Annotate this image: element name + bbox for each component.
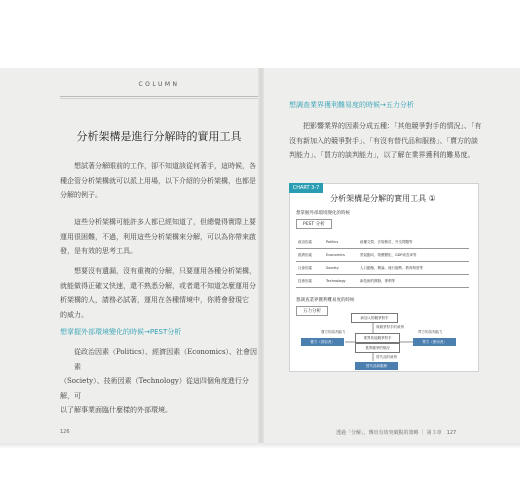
pest-label: PEST 分析 <box>296 219 332 229</box>
text-line: 發，是有效的思考工具。 <box>60 247 137 255</box>
pest-english: Economics <box>324 249 358 262</box>
text-line: 判能力」、「買方的談判能力」，以了解在業界獲利的難易度。 <box>289 151 475 159</box>
rivalry-box: 業界競爭的情況 <box>355 343 400 353</box>
pest-examples: 政權交替、法規修訂、外交問題等 <box>358 236 469 249</box>
pest-english: Technology <box>324 275 358 288</box>
text-line: （Society）、技術因素（Technology）從這四個角度進行分解，可 <box>60 377 249 400</box>
text-line: 把影響業界的因素分成五種：「其他競爭對手的情況」、「有 <box>303 122 482 130</box>
page-title: 分析架構是進行分解時的實用工具 <box>76 130 242 143</box>
text-line: 析架構的人，請務必試著，運用在各種情境中，你將會發現它 <box>60 296 249 304</box>
column-divider <box>60 96 258 97</box>
chart-tag: CHART 3-7 <box>289 183 323 193</box>
pest-table <box>296 236 469 288</box>
page-shadow <box>0 443 520 449</box>
substitute-threat-label: 替代品的威脅 <box>376 355 397 359</box>
paragraph-1 <box>60 159 260 203</box>
buyer-power-label: 買方的談判能力 <box>418 330 443 334</box>
pest-english: Society <box>324 262 358 275</box>
chart-title: 分析架構是分解的實用工具 ① <box>330 194 436 203</box>
section-heading-pest: 想掌握外部環境變化的時候→PEST分析 <box>60 328 182 336</box>
pest-heading: 想掌握外部環境變化的時候 <box>296 211 350 216</box>
supplier-box: 賣方（供給者） <box>301 338 344 346</box>
paragraph-five-forces <box>289 119 485 163</box>
text-line: 以了解事業面臨什麼樣的外部環境。 <box>60 406 172 414</box>
text-line: 這些分析架構可能許多人都已經知道了，但總覺得實際上要 <box>74 218 256 226</box>
paragraph-4 <box>60 345 260 418</box>
table-row <box>296 236 469 249</box>
section-heading-five-forces: 想調查業界獲利難易度的時候→五力分析 <box>289 101 414 109</box>
text-line: 從政治因素（Politics）、經濟因素（Economics）、社會因素 <box>74 348 258 371</box>
pest-examples: 新技術的開發、專利等 <box>358 275 469 288</box>
pest-examples: 人口動態、興論、流行趨勢、教育制度等 <box>358 262 469 275</box>
text-line: 沒有新加入的競爭對手」、「有沒有替代品和服務」、「賣方的談 <box>289 136 478 145</box>
pest-factor: 經濟因素 <box>296 249 324 262</box>
page-number-left: 126 <box>60 429 70 435</box>
text-line: 想要沒有遺漏，沒有重複的分解，只要運用各種分析架構， <box>74 267 256 275</box>
pest-factor: 政治因素 <box>296 236 324 249</box>
pest-factor: 社會因素 <box>296 262 324 275</box>
five-forces-heading: 想調查業界獲利難易度的時候 <box>296 298 355 303</box>
new-threat-label: 與競爭對手的威脅 <box>376 325 404 329</box>
text-line: 運用很困難，不過，利用這些分析架構來分解，可以為你帶來啟 <box>60 232 256 241</box>
text-line: 的威力。 <box>60 310 88 319</box>
text-line: 分解的例子。 <box>60 191 102 199</box>
pest-english: Politics <box>324 236 358 249</box>
column-label: COLUMN <box>138 81 180 88</box>
new-entrant-box: 新加入的競爭對手 <box>351 313 398 323</box>
table-row <box>296 275 469 288</box>
substitute-box: 替代品和服務 <box>355 362 398 370</box>
pest-factor: 技術因素 <box>296 275 324 288</box>
paragraph-3 <box>60 264 260 322</box>
column-divider-thin <box>60 98 258 99</box>
industry-rival-box: 業界其他競爭對手 <box>355 333 400 343</box>
table-row <box>296 249 469 262</box>
text-line: 想試著分解眼前的工作，卻不知道該從何著手，這時候，各 <box>74 162 256 170</box>
pest-examples: 景氣動向、物價變化、GDP成長率等 <box>358 249 469 262</box>
text-line: 就能做得正確又快速，還不熟悉分解，或者還不知道怎麼運用分 <box>60 281 256 290</box>
page-number-right: 透過「分解」，傳出有效突破點的策略 ｜ 第３章 127 <box>336 430 457 436</box>
text-line: 種企管分析架構就可以派上用場，以下介紹的分析架構，也都是 <box>60 176 256 185</box>
supplier-power-label: 賣方的談判能力 <box>321 330 346 334</box>
table-row <box>296 262 469 275</box>
buyer-box: 買方（使用者） <box>413 338 456 346</box>
paragraph-2 <box>60 215 260 259</box>
five-forces-label: 五力分析 <box>296 306 328 316</box>
